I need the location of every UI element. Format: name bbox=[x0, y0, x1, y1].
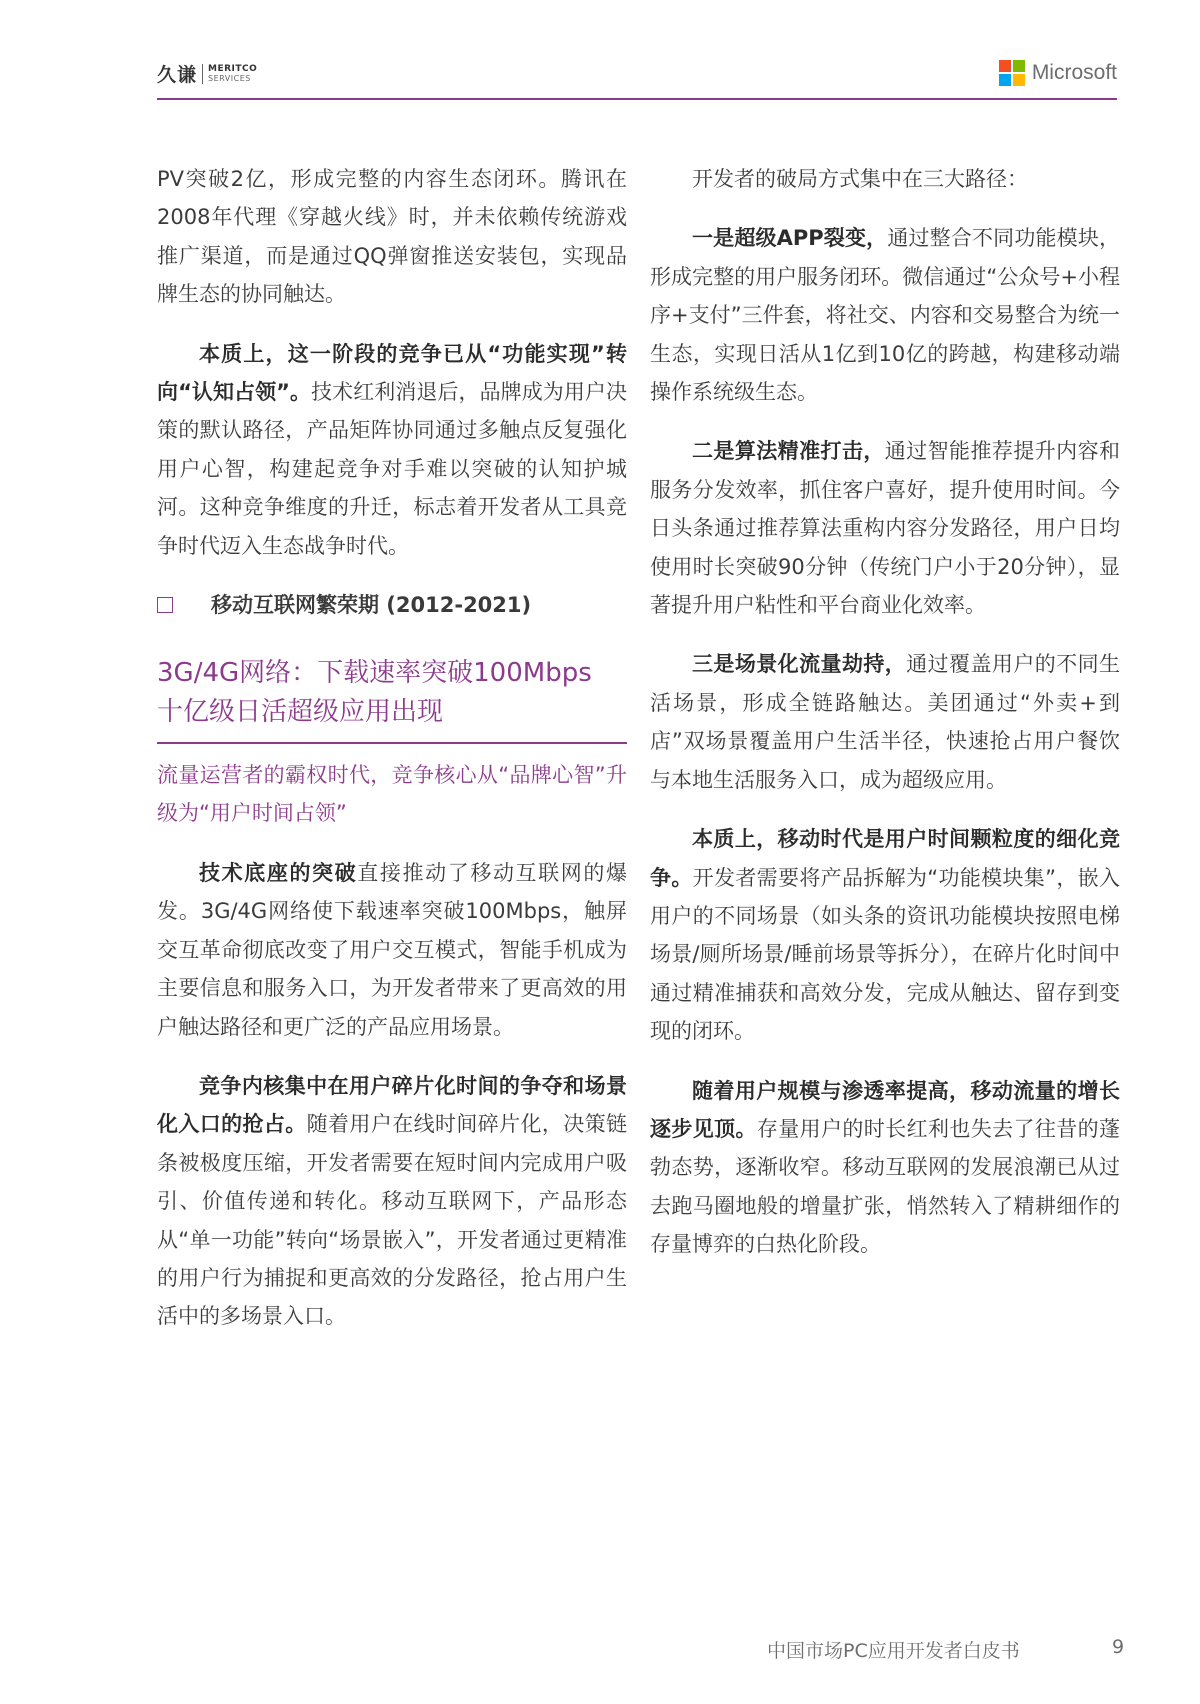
left-paragraph-1: PV突破2亿，形成完整的内容生态闭环。腾讯在2008年代理《穿越火线》时，并未依赖传统游戏推广渠道，而是通过QQ弹窗推送安装包，实现品牌生态的协同触达。 bbox=[157, 167, 627, 307]
right-paragraph-2-body: 通过整合不同功能模块，形成完整的用户服务闭环。微信通过“公众号+小程序+支付”三件套，将社交、内容和交易整合为统一生态，实现日活从1亿到10亿的跨越，构建移动端操作系统级生态。 bbox=[650, 226, 1120, 405]
right-paragraph-4 bbox=[650, 645, 1120, 799]
right-paragraph-2 bbox=[650, 219, 1120, 411]
section-divider bbox=[157, 742, 627, 744]
left-paragraph-2-body: 技术红利消退后，品牌成为用户决策的默认路径，产品矩阵协同通过多触点反复强化用户心智，构建起竞争对手难以突破的认知护城河。这种竞争维度的升迁，标志着开发者从工具竞争时代迈入生态战争时代。 bbox=[157, 380, 627, 558]
section-subtitle: 流量运营者的霸权时代，竞争核心从“品牌心智”升级为“用户时间占领” bbox=[157, 763, 627, 826]
logo-divider bbox=[202, 64, 203, 84]
period-subheading-text: 移动互联网繁荣期 (2012-2021) bbox=[211, 592, 532, 617]
logo-cn-text: 久谦 bbox=[157, 64, 198, 86]
left-paragraph-3-lead: 技术底座的突破 bbox=[199, 860, 358, 885]
microsoft-squares-icon bbox=[999, 60, 1025, 86]
period-subheading bbox=[157, 586, 627, 624]
right-paragraph-3-body: 通过智能推荐提升内容和服务分发效率，抓住客户喜好，提升使用时间。今日头条通过推荐算法重构内容分发路径，用户日均使用时长突破90分钟（传统门户小于20分钟），显著提升用户粘性和平台商业化效率。 bbox=[650, 439, 1121, 618]
right-paragraph-3-lead: 二是算法精准打击， bbox=[692, 439, 885, 464]
right-paragraph-6 bbox=[650, 1072, 1120, 1264]
right-paragraph-4-body: 通过覆盖用户的不同生活场景，形成全链路触达。美团通过“外卖+到店”双场景覆盖用户生活半径，快速抢占用户餐饮与本地生活服务入口，成为超级应用。 bbox=[650, 652, 1121, 792]
meritco-logo bbox=[157, 60, 257, 87]
right-paragraph-5-lead: 本质上，移动时代是用户时间颗粒度的细化竞争。 bbox=[650, 827, 1120, 890]
right-paragraph-6-lead: 随着用户规模与渗透率提高，移动流量的增长逐步见顶。 bbox=[650, 1078, 1120, 1141]
logo-en-line-2: SERVICES bbox=[208, 73, 251, 83]
right-paragraph-1: 开发者的破局方式集中在三大路径： bbox=[692, 167, 1028, 191]
left-paragraph-4 bbox=[157, 1067, 627, 1336]
left-paragraph-2-lead: 本质上，这一阶段的竞争已从“功能实现”转向“认知占领”。 bbox=[157, 341, 627, 405]
microsoft-wordmark: Microsoft bbox=[1031, 61, 1117, 84]
right-paragraph-3 bbox=[650, 432, 1120, 624]
right-paragraph-2-lead: 一是超级APP裂变， bbox=[692, 226, 888, 251]
header-divider bbox=[157, 98, 1117, 100]
right-paragraph-4-lead: 三是场景化流量劫持， bbox=[692, 652, 907, 677]
right-paragraph-5-body: 开发者需要将产品拆解为“功能模块集”，嵌入用户的不同场景（如头条的资讯功能模块按照电梯场景/厕所场景/睡前场景等拆分），在碎片化时间中通过精准捕获和高效分发，完成从触达、留存到变现的闭环。 bbox=[650, 865, 1121, 1044]
logo-en-text bbox=[208, 64, 257, 84]
right-paragraph-5 bbox=[650, 820, 1120, 1050]
left-paragraph-2 bbox=[157, 335, 627, 565]
logo-en-line-1: MERITCO bbox=[208, 63, 258, 74]
page-number: 9 bbox=[1112, 1636, 1125, 1658]
microsoft-logo bbox=[999, 60, 1117, 86]
right-paragraph-6-body: 存量用户的时长红利也失去了往昔的蓬勃态势，逐渐收窄。移动互联网的发展浪潮已从过去跑马圈地般的增量扩张，悄然转入了精耕细作的存量博弈的白热化阶段。 bbox=[650, 1116, 1120, 1257]
left-paragraph-4-body: 随着用户在线时间碎片化，决策链条被极度压缩，开发者需要在短时间内完成用户吸引、价值传递和转化。移动互联网下，产品形态从“单一功能”转向“场景嵌入”，开发者通过更精准的用户行为捕捉和更高效的分发路径，抢占用户生活中的多场景入口。 bbox=[157, 1112, 628, 1329]
left-paragraph-4-lead: 竞争内核集中在用户碎片化时间的争夺和场景化入口的抢占。 bbox=[157, 1073, 627, 1137]
left-column bbox=[157, 160, 627, 1357]
checkbox-bullet-icon bbox=[157, 597, 173, 613]
section-title-line-2: 十亿级日活超级应用出现 bbox=[157, 697, 444, 728]
section-title-line-1: 3G/4G网络：下载速率突破100Mbps bbox=[157, 658, 592, 689]
left-paragraph-3 bbox=[157, 854, 627, 1046]
footer-document-title: 中国市场PC应用开发者白皮书 bbox=[767, 1640, 1020, 1662]
page-header bbox=[157, 56, 1117, 104]
left-paragraph-3-body: 直接推动了移动互联网的爆发。3G/4G网络使下载速率突破100Mbps，触屏交互革命彻底改变了用户交互模式，智能手机成为主要信息和服务入口，为开发者带来了更高效的用户触达路径和更广泛的产品应用场景。 bbox=[157, 860, 628, 1039]
right-column bbox=[650, 160, 1120, 1285]
